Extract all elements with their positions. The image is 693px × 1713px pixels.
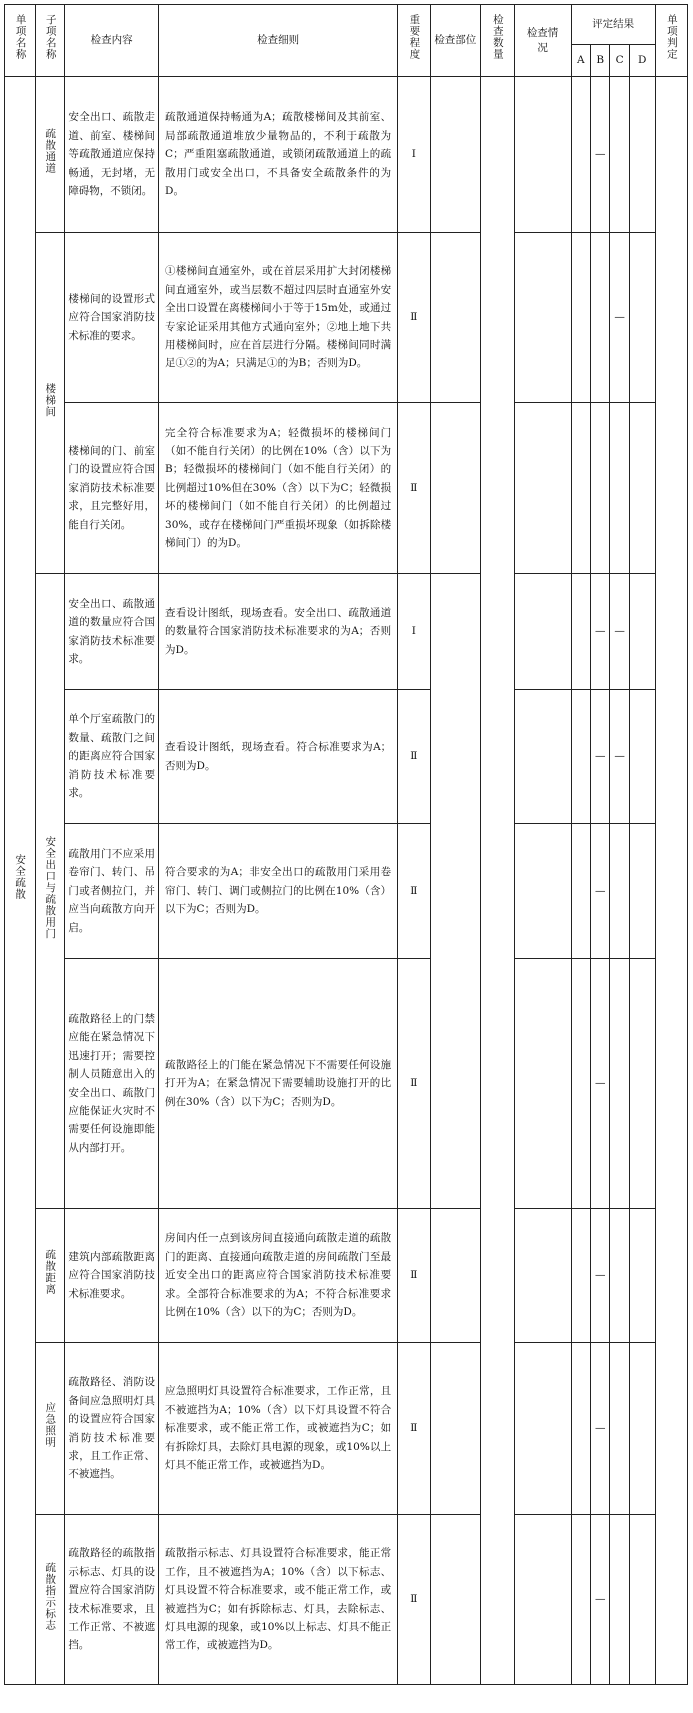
- mark-b: —: [591, 690, 610, 824]
- mark-a: [571, 574, 590, 690]
- content-cell: 楼梯间的设置形式应符合国家消防技术标准的要求。: [65, 233, 159, 403]
- sub-cell: 楼梯间: [36, 233, 65, 574]
- inspection-table: [4, 4, 688, 1685]
- header-content: 检查内容: [65, 5, 159, 77]
- content-cell: 疏散路径、消防设备间应急照明灯具的设置应符合国家消防技术标准要求，且工作正常、不被遮挡。: [65, 1343, 159, 1515]
- header-sub-name: 子项名称: [36, 5, 65, 77]
- level-cell: Ⅰ: [398, 77, 430, 233]
- header-quantity: 检查数量: [481, 5, 514, 77]
- rule-cell: 查看设计图纸，现场查看。安全出口、疏散通道的数量符合国家消防技术标准要求的为A；否则为D。: [159, 574, 398, 690]
- sub-cell: 安全出口与疏散用门: [36, 574, 65, 1209]
- rule-cell: 疏散路径上的门能在紧急情况下不需要任何设施打开为A；在紧急情况下需要辅助设施打开的比例在30%（含）以下为C；否则为D。: [159, 959, 398, 1209]
- level-cell: Ⅱ: [398, 824, 430, 959]
- mark-b: —: [591, 824, 610, 959]
- table-row: [5, 403, 688, 574]
- header-result: 评定结果: [571, 5, 655, 45]
- mark-c: —: [610, 574, 629, 690]
- situation-cell: [514, 1209, 571, 1343]
- table-row: [5, 824, 688, 959]
- grade-c: C: [610, 45, 629, 77]
- mark-d: [629, 1343, 655, 1515]
- situation-cell: [514, 1515, 571, 1685]
- content-cell: 建筑内部疏散距离应符合国家消防技术标准要求。: [65, 1209, 159, 1343]
- mark-c: [610, 1343, 629, 1515]
- mark-c: [610, 824, 629, 959]
- mark-d: [629, 574, 655, 690]
- grade-a: A: [571, 45, 590, 77]
- table-row: [5, 77, 688, 233]
- header-unit-name: 单项名称: [5, 5, 36, 77]
- mark-a: [571, 233, 590, 403]
- mark-a: [571, 824, 590, 959]
- location-cell: [430, 1209, 481, 1343]
- mark-b: —: [591, 77, 610, 233]
- content-cell: 单个厅室疏散门的数量、疏散门之间的距离应符合国家消防技术标准要求。: [65, 690, 159, 824]
- rule-cell: 查看设计图纸，现场查看。符合标准要求为A；否则为D。: [159, 690, 398, 824]
- grade-b: B: [591, 45, 610, 77]
- location-cell: [430, 574, 481, 1209]
- sub-cell: 应急照明: [36, 1343, 65, 1515]
- table-row: [5, 690, 688, 824]
- mark-c: —: [610, 690, 629, 824]
- level-cell: Ⅱ: [398, 959, 430, 1209]
- mark-c: [610, 77, 629, 233]
- mark-c: —: [610, 233, 629, 403]
- rule-cell: 符合要求的为A；非安全出口的疏散用门采用卷帘门、转门、调门或侧拉门的比例在10%（含）以下为C；否则为D。: [159, 824, 398, 959]
- situation-cell: [514, 574, 571, 690]
- judgement-cell: [655, 77, 687, 1685]
- mark-b: —: [591, 1515, 610, 1685]
- mark-a: [571, 1209, 590, 1343]
- header-judgement: 单项判定: [655, 5, 687, 77]
- content-cell: 安全出口、疏散走道、前室、楼梯间等疏散通道应保持畅通，无封堵，无障碍物，不锁闭。: [65, 77, 159, 233]
- mark-a: [571, 959, 590, 1209]
- rule-cell: 房间内任一点到该房间直接通向疏散走道的疏散门的距离、直接通向疏散走道的房间疏散门至最近安全出口的距离应符合国家消防技术标准要求。全部符合标准要求的为A；不符合标准要求比例在10%（含）以下的为C；否则为D。: [159, 1209, 398, 1343]
- header-location: 检查部位: [430, 5, 481, 77]
- mark-d: [629, 403, 655, 574]
- level-cell: Ⅱ: [398, 690, 430, 824]
- quantity-cell: [481, 77, 514, 1685]
- table-row: [5, 959, 688, 1209]
- content-cell: 安全出口、疏散通道的数量应符合国家消防技术标准要求。: [65, 574, 159, 690]
- table-row: [5, 1209, 688, 1343]
- location-cell: [430, 1515, 481, 1685]
- situation-cell: [514, 690, 571, 824]
- mark-a: [571, 1515, 590, 1685]
- location-cell: [430, 233, 481, 403]
- header-importance: 重要程度: [398, 5, 430, 77]
- sub-cell: 疏散通道: [36, 77, 65, 233]
- situation-cell: [514, 403, 571, 574]
- table-row: [5, 1515, 688, 1685]
- situation-cell: [514, 824, 571, 959]
- content-cell: 疏散路径的疏散指示标志、灯具的设置应符合国家消防技术标准要求，且工作正常、不被遮挡。: [65, 1515, 159, 1685]
- mark-d: [629, 824, 655, 959]
- mark-d: [629, 1209, 655, 1343]
- rule-cell: 疏散指示标志、灯具设置符合标准要求，能正常工作，且不被遮挡为A；10%（含）以下标志、灯具设置不符合标准要求，或不能正常工作，或被遮挡为C；如有拆除标志、灯具，去除标志、灯具电源的现象，或10%以上标志、灯具不能正常工作，或被遮挡为D。: [159, 1515, 398, 1685]
- location-cell: [430, 403, 481, 574]
- mark-d: [629, 690, 655, 824]
- level-cell: Ⅱ: [398, 1209, 430, 1343]
- mark-c: [610, 959, 629, 1209]
- level-cell: Ⅰ: [398, 574, 430, 690]
- unit-cell: 安全疏散: [5, 77, 36, 1685]
- situation-cell: [514, 77, 571, 233]
- table-row: [5, 233, 688, 403]
- rule-cell: ①楼梯间直通室外，或在首层采用扩大封闭楼梯间直通室外，或当层数不超过四层时直通室外安全出口设置在离楼梯间小于等于15m处，或通过专家论证采用其他方式通向室外；②地上地下共用楼梯间时，应在首层进行分隔。楼梯间同时满足①②的为A；只满足①的为B；否则为D。: [159, 233, 398, 403]
- mark-b: —: [591, 1343, 610, 1515]
- header-situation: 检查情况: [514, 5, 571, 77]
- mark-d: [629, 959, 655, 1209]
- situation-cell: [514, 959, 571, 1209]
- level-cell: Ⅱ: [398, 403, 430, 574]
- sub-cell: 疏散指示标志: [36, 1515, 65, 1685]
- mark-b: [591, 403, 610, 574]
- situation-cell: [514, 1343, 571, 1515]
- mark-a: [571, 1343, 590, 1515]
- mark-b: —: [591, 959, 610, 1209]
- table-row: [5, 1343, 688, 1515]
- mark-a: [571, 690, 590, 824]
- mark-b: —: [591, 1209, 610, 1343]
- location-cell: [430, 77, 481, 233]
- level-cell: Ⅱ: [398, 1515, 430, 1685]
- location-cell: [430, 1343, 481, 1515]
- header-rule: 检查细则: [159, 5, 398, 77]
- level-cell: Ⅱ: [398, 233, 430, 403]
- mark-c: [610, 403, 629, 574]
- sub-cell: 疏散距离: [36, 1209, 65, 1343]
- table-row: [5, 574, 688, 690]
- rule-cell: 应急照明灯具设置符合标准要求，工作正常，且不被遮挡为A；10%（含）以下灯具设置不符合标准要求，或不能正常工作，或被遮挡为C；如有拆除灯具，去除灯具电源的现象，或10%以上灯具不能正常工作，或被遮挡为D。: [159, 1343, 398, 1515]
- mark-b: —: [591, 574, 610, 690]
- mark-d: [629, 233, 655, 403]
- mark-a: [571, 403, 590, 574]
- situation-cell: [514, 233, 571, 403]
- content-cell: 疏散用门不应采用卷帘门、转门、吊门或者侧拉门，并应当向疏散方向开启。: [65, 824, 159, 959]
- mark-d: [629, 1515, 655, 1685]
- level-cell: Ⅱ: [398, 1343, 430, 1515]
- mark-c: [610, 1515, 629, 1685]
- grade-d: D: [629, 45, 655, 77]
- mark-a: [571, 77, 590, 233]
- rule-cell: 完全符合标准要求为A；轻微损坏的楼梯间门（如不能自行关闭）的比例在10%（含）以下为B；轻微损坏的楼梯间门（如不能自行关闭）的比例超过10%但在30%（含）以下为C；轻微损坏的楼梯间门（如不能自行关闭）的比例超过30%，或存在楼梯间门严重损坏现象（如拆除楼梯间门）的为D。: [159, 403, 398, 574]
- mark-d: [629, 77, 655, 233]
- mark-b: [591, 233, 610, 403]
- content-cell: 楼梯间的门、前室门的设置应符合国家消防技术标准要求，且完整好用，能自行关闭。: [65, 403, 159, 574]
- mark-c: [610, 1209, 629, 1343]
- content-cell: 疏散路径上的门禁应能在紧急情况下迅速打开；需要控制人员随意出入的安全出口、疏散门应能保证火灾时不需要任何设施即能从内部打开。: [65, 959, 159, 1209]
- rule-cell: 疏散通道保持畅通为A；疏散楼梯间及其前室、局部疏散通道堆放少量物品的，不利于疏散为C；严重阻塞疏散通道，或锁闭疏散通道上的疏散用门或安全出口，不具备安全疏散条件的为D。: [159, 77, 398, 233]
